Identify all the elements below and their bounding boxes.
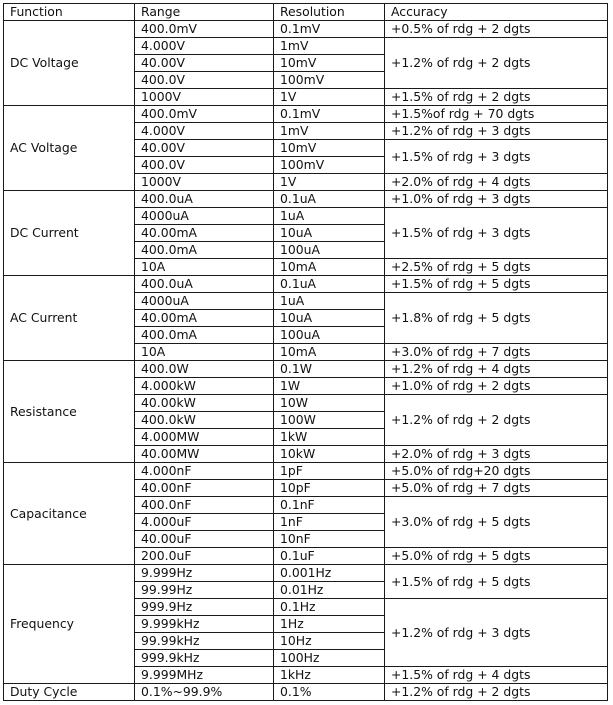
resolution-cell: 1nF <box>274 514 385 531</box>
accuracy-cell: +3.0% of rdg + 7 dgts <box>385 344 608 361</box>
resolution-cell: 10pF <box>274 480 385 497</box>
range-cell: 400.0mA <box>135 242 274 259</box>
accuracy-cell: +1.2% of rdg + 3 dgts <box>385 123 608 140</box>
header-range: Range <box>135 4 274 21</box>
range-cell: 1000V <box>135 89 274 106</box>
function-cell: AC Current <box>4 276 135 361</box>
accuracy-cell: +1.2% of rdg + 2 dgts <box>385 395 608 446</box>
resolution-cell: 1V <box>274 174 385 191</box>
resolution-cell: 0.1uA <box>274 276 385 293</box>
range-cell: 400.0nF <box>135 497 274 514</box>
table-row <box>4 463 608 480</box>
resolution-cell: 100mV <box>274 157 385 174</box>
range-cell: 4.000MW <box>135 429 274 446</box>
range-cell: 99.99kHz <box>135 633 274 650</box>
range-cell: 400.0mV <box>135 21 274 38</box>
resolution-cell: 10mA <box>274 344 385 361</box>
accuracy-cell: +5.0% of rdg+20 dgts <box>385 463 608 480</box>
range-cell: 40.00uF <box>135 531 274 548</box>
resolution-cell: 0.1Hz <box>274 599 385 616</box>
table-row <box>4 361 608 378</box>
resolution-cell: 10mV <box>274 140 385 157</box>
range-cell: 400.0mA <box>135 327 274 344</box>
function-cell: Capacitance <box>4 463 135 565</box>
range-cell: 999.9kHz <box>135 650 274 667</box>
range-cell: 40.00V <box>135 140 274 157</box>
resolution-cell: 1kW <box>274 429 385 446</box>
resolution-cell: 1W <box>274 378 385 395</box>
range-cell: 4000uA <box>135 208 274 225</box>
resolution-cell: 10W <box>274 395 385 412</box>
range-cell: 0.1%~99.9% <box>135 684 274 701</box>
accuracy-cell: +1.5% of rdg + 3 dgts <box>385 140 608 174</box>
range-cell: 40.00V <box>135 55 274 72</box>
resolution-cell: 1Hz <box>274 616 385 633</box>
resolution-cell: 0.1W <box>274 361 385 378</box>
header-row <box>4 4 608 21</box>
resolution-cell: 1V <box>274 89 385 106</box>
resolution-cell: 1mV <box>274 38 385 55</box>
range-cell: 400.0V <box>135 72 274 89</box>
range-cell: 400.0uA <box>135 191 274 208</box>
resolution-cell: 1mV <box>274 123 385 140</box>
accuracy-cell: +2.0% of rdg + 3 dgts <box>385 446 608 463</box>
accuracy-cell: +1.5% of rdg + 5 dgts <box>385 276 608 293</box>
range-cell: 1000V <box>135 174 274 191</box>
range-cell: 4.000V <box>135 38 274 55</box>
range-cell: 400.0kW <box>135 412 274 429</box>
resolution-cell: 10kW <box>274 446 385 463</box>
accuracy-cell: +1.0% of rdg + 3 dgts <box>385 191 608 208</box>
resolution-cell: 100uA <box>274 242 385 259</box>
resolution-cell: 10Hz <box>274 633 385 650</box>
table-row <box>4 106 608 123</box>
range-cell: 4.000uF <box>135 514 274 531</box>
range-cell: 40.00kW <box>135 395 274 412</box>
accuracy-cell: +2.0% of rdg + 4 dgts <box>385 174 608 191</box>
accuracy-cell: +1.5% of rdg + 2 dgts <box>385 89 608 106</box>
range-cell: 200.0uF <box>135 548 274 565</box>
resolution-cell: 100Hz <box>274 650 385 667</box>
range-cell: 9.999kHz <box>135 616 274 633</box>
range-cell: 99.99Hz <box>135 582 274 599</box>
range-cell: 4.000kW <box>135 378 274 395</box>
range-cell: 400.0mV <box>135 106 274 123</box>
resolution-cell: 0.01Hz <box>274 582 385 599</box>
spec-table <box>3 3 608 701</box>
range-cell: 10A <box>135 259 274 276</box>
accuracy-cell: +0.5% of rdg + 2 dgts <box>385 21 608 38</box>
resolution-cell: 1pF <box>274 463 385 480</box>
resolution-cell: 10uA <box>274 225 385 242</box>
function-cell: Frequency <box>4 565 135 684</box>
resolution-cell: 100W <box>274 412 385 429</box>
resolution-cell: 0.1nF <box>274 497 385 514</box>
resolution-cell: 0.1mV <box>274 21 385 38</box>
function-cell: Resistance <box>4 361 135 463</box>
resolution-cell: 1kHz <box>274 667 385 684</box>
header-resolution: Resolution <box>274 4 385 21</box>
resolution-cell: 100mV <box>274 72 385 89</box>
table-row <box>4 276 608 293</box>
range-cell: 4.000nF <box>135 463 274 480</box>
table-row <box>4 191 608 208</box>
range-cell: 10A <box>135 344 274 361</box>
range-cell: 4000uA <box>135 293 274 310</box>
resolution-cell: 10nF <box>274 531 385 548</box>
header-accuracy: Accuracy <box>385 4 608 21</box>
resolution-cell: 0.001Hz <box>274 565 385 582</box>
range-cell: 999.9Hz <box>135 599 274 616</box>
function-cell: Duty Cycle <box>4 684 135 701</box>
range-cell: 400.0V <box>135 157 274 174</box>
range-cell: 4.000V <box>135 123 274 140</box>
resolution-cell: 0.1mV <box>274 106 385 123</box>
header-function: Function <box>4 4 135 21</box>
resolution-cell: 0.1uF <box>274 548 385 565</box>
resolution-cell: 1uA <box>274 293 385 310</box>
table-row <box>4 565 608 582</box>
accuracy-cell: +1.5% of rdg + 5 dgts <box>385 565 608 599</box>
accuracy-cell: +1.8% of rdg + 5 dgts <box>385 293 608 344</box>
range-cell: 40.00MW <box>135 446 274 463</box>
accuracy-cell: +1.2% of rdg + 3 dgts <box>385 599 608 667</box>
function-cell: DC Voltage <box>4 21 135 106</box>
accuracy-cell: +1.5%of rdg + 70 dgts <box>385 106 608 123</box>
resolution-cell: 0.1% <box>274 684 385 701</box>
range-cell: 9.999MHz <box>135 667 274 684</box>
accuracy-cell: +1.5% of rdg + 3 dgts <box>385 208 608 259</box>
accuracy-cell: +1.2% of rdg + 2 dgts <box>385 684 608 701</box>
range-cell: 40.00nF <box>135 480 274 497</box>
accuracy-cell: +1.2% of rdg + 4 dgts <box>385 361 608 378</box>
accuracy-cell: +1.2% of rdg + 2 dgts <box>385 38 608 89</box>
resolution-cell: 1uA <box>274 208 385 225</box>
accuracy-cell: +1.0% of rdg + 2 dgts <box>385 378 608 395</box>
resolution-cell: 10mV <box>274 55 385 72</box>
range-cell: 400.0uA <box>135 276 274 293</box>
resolution-cell: 0.1uA <box>274 191 385 208</box>
range-cell: 40.00mA <box>135 310 274 327</box>
resolution-cell: 10uA <box>274 310 385 327</box>
range-cell: 40.00mA <box>135 225 274 242</box>
table-header <box>4 4 608 21</box>
accuracy-cell: +5.0% of rdg + 5 dgts <box>385 548 608 565</box>
table-body <box>4 21 608 701</box>
function-cell: DC Current <box>4 191 135 276</box>
accuracy-cell: +5.0% of rdg + 7 dgts <box>385 480 608 497</box>
resolution-cell: 100uA <box>274 327 385 344</box>
accuracy-cell: +2.5% of rdg + 5 dgts <box>385 259 608 276</box>
accuracy-cell: +3.0% of rdg + 5 dgts <box>385 497 608 548</box>
function-cell: AC Voltage <box>4 106 135 191</box>
table-row <box>4 21 608 38</box>
table-row <box>4 684 608 701</box>
accuracy-cell: +1.5% of rdg + 4 dgts <box>385 667 608 684</box>
range-cell: 9.999Hz <box>135 565 274 582</box>
range-cell: 400.0W <box>135 361 274 378</box>
resolution-cell: 10mA <box>274 259 385 276</box>
